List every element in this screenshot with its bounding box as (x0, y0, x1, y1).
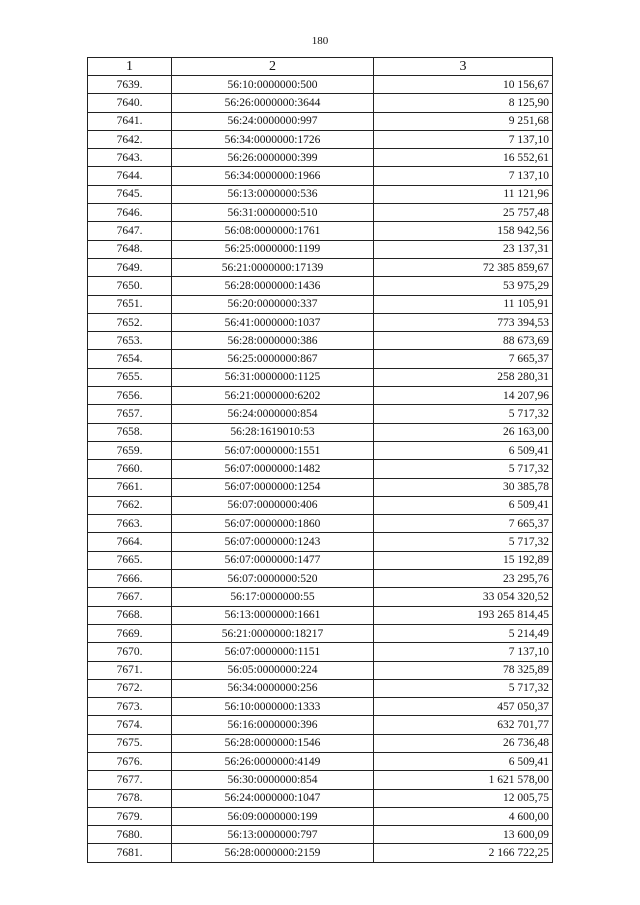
row-number: 7663. (88, 515, 172, 533)
cadastral-number: 56:17:0000000:55 (172, 588, 374, 606)
table-row (88, 588, 553, 606)
value-cell: 5 717,32 (374, 405, 553, 423)
row-number: 7675. (88, 734, 172, 752)
table-row (88, 295, 553, 313)
cadastral-number: 56:21:0000000:18217 (172, 624, 374, 642)
cadastral-number: 56:26:0000000:399 (172, 149, 374, 167)
cadastral-number: 56:07:0000000:1477 (172, 551, 374, 569)
table-row (88, 496, 553, 514)
value-cell: 7 137,10 (374, 643, 553, 661)
cadastral-number: 56:41:0000000:1037 (172, 313, 374, 331)
table-row (88, 698, 553, 716)
value-cell: 2 166 722,25 (374, 844, 553, 862)
row-number: 7679. (88, 807, 172, 825)
cadastral-number: 56:07:0000000:520 (172, 570, 374, 588)
value-cell: 7 665,37 (374, 515, 553, 533)
row-number: 7667. (88, 588, 172, 606)
cadastral-number: 56:20:0000000:337 (172, 295, 374, 313)
row-number: 7654. (88, 350, 172, 368)
row-number: 7662. (88, 496, 172, 514)
cadastral-number: 56:21:0000000:6202 (172, 387, 374, 405)
row-number: 7673. (88, 698, 172, 716)
row-number: 7648. (88, 240, 172, 258)
row-number: 7671. (88, 661, 172, 679)
cadastral-number: 56:07:0000000:1482 (172, 460, 374, 478)
table-row (88, 423, 553, 441)
table-row (88, 551, 553, 569)
value-cell: 26 736,48 (374, 734, 553, 752)
value-cell: 7 665,37 (374, 350, 553, 368)
table-row (88, 789, 553, 807)
table-row (88, 624, 553, 642)
cadastral-number: 56:26:0000000:3644 (172, 94, 374, 112)
table-row (88, 844, 553, 862)
table-row (88, 716, 553, 734)
value-cell: 258 280,31 (374, 368, 553, 386)
table-row (88, 313, 553, 331)
cadastral-number: 56:28:1619010:53 (172, 423, 374, 441)
row-number: 7668. (88, 606, 172, 624)
row-number: 7670. (88, 643, 172, 661)
cadastral-number: 56:31:0000000:510 (172, 204, 374, 222)
value-cell: 773 394,53 (374, 313, 553, 331)
cadastral-number: 56:25:0000000:1199 (172, 240, 374, 258)
cadastral-number: 56:07:0000000:1551 (172, 441, 374, 459)
header-row (88, 58, 553, 76)
table-row (88, 570, 553, 588)
cadastral-number: 56:10:0000000:1333 (172, 698, 374, 716)
cadastral-number: 56:34:0000000:1726 (172, 130, 374, 148)
cadastral-number: 56:34:0000000:256 (172, 679, 374, 697)
table-row (88, 387, 553, 405)
row-number: 7677. (88, 771, 172, 789)
table-row (88, 204, 553, 222)
cadastral-number: 56:13:0000000:1661 (172, 606, 374, 624)
row-number: 7644. (88, 167, 172, 185)
table-row (88, 130, 553, 148)
cadastral-number: 56:28:0000000:2159 (172, 844, 374, 862)
table-row (88, 112, 553, 130)
cadastral-number: 56:25:0000000:867 (172, 350, 374, 368)
value-cell: 5 717,32 (374, 460, 553, 478)
row-number: 7665. (88, 551, 172, 569)
value-cell: 632 701,77 (374, 716, 553, 734)
cadastral-number: 56:30:0000000:854 (172, 771, 374, 789)
value-cell: 5 717,32 (374, 679, 553, 697)
cadastral-number: 56:24:0000000:1047 (172, 789, 374, 807)
row-number: 7640. (88, 94, 172, 112)
row-number: 7657. (88, 405, 172, 423)
header-col-2: 2 (172, 58, 374, 76)
row-number: 7681. (88, 844, 172, 862)
table-row (88, 332, 553, 350)
cadastral-number: 56:07:0000000:406 (172, 496, 374, 514)
cadastral-number: 56:24:0000000:997 (172, 112, 374, 130)
row-number: 7674. (88, 716, 172, 734)
row-number: 7655. (88, 368, 172, 386)
value-cell: 158 942,56 (374, 222, 553, 240)
value-cell: 53 975,29 (374, 277, 553, 295)
table-row (88, 533, 553, 551)
row-number: 7641. (88, 112, 172, 130)
value-cell: 9 251,68 (374, 112, 553, 130)
value-cell: 16 552,61 (374, 149, 553, 167)
table-row (88, 661, 553, 679)
row-number: 7653. (88, 332, 172, 350)
row-number: 7664. (88, 533, 172, 551)
cadastral-number: 56:05:0000000:224 (172, 661, 374, 679)
row-number: 7659. (88, 441, 172, 459)
value-cell: 7 137,10 (374, 130, 553, 148)
cadastral-number: 56:07:0000000:1860 (172, 515, 374, 533)
value-cell: 23 295,76 (374, 570, 553, 588)
cadastral-number: 56:07:0000000:1254 (172, 478, 374, 496)
table-row (88, 405, 553, 423)
cadastral-number: 56:07:0000000:1151 (172, 643, 374, 661)
cadastral-number: 56:13:0000000:536 (172, 185, 374, 203)
value-cell: 1 621 578,00 (374, 771, 553, 789)
row-number: 7650. (88, 277, 172, 295)
row-number: 7642. (88, 130, 172, 148)
table-row (88, 515, 553, 533)
value-cell: 14 207,96 (374, 387, 553, 405)
value-cell: 72 385 859,67 (374, 258, 553, 276)
table-row (88, 771, 553, 789)
cadastral-number: 56:28:0000000:386 (172, 332, 374, 350)
row-number: 7661. (88, 478, 172, 496)
value-cell: 7 137,10 (374, 167, 553, 185)
cadastral-number: 56:26:0000000:4149 (172, 752, 374, 770)
table-row (88, 441, 553, 459)
header-col-1: 1 (88, 58, 172, 76)
row-number: 7680. (88, 826, 172, 844)
value-cell: 15 192,89 (374, 551, 553, 569)
row-number: 7645. (88, 185, 172, 203)
value-cell: 26 163,00 (374, 423, 553, 441)
table-row (88, 606, 553, 624)
table-row (88, 94, 553, 112)
cadastral-number: 56:28:0000000:1546 (172, 734, 374, 752)
row-number: 7647. (88, 222, 172, 240)
cadastral-number: 56:31:0000000:1125 (172, 368, 374, 386)
row-number: 7666. (88, 570, 172, 588)
cadastral-number: 56:21:0000000:17139 (172, 258, 374, 276)
row-number: 7643. (88, 149, 172, 167)
registry-table (87, 57, 553, 863)
table-row (88, 222, 553, 240)
table-header (88, 58, 553, 76)
row-number: 7658. (88, 423, 172, 441)
row-number: 7669. (88, 624, 172, 642)
table-row (88, 807, 553, 825)
cadastral-number: 56:16:0000000:396 (172, 716, 374, 734)
value-cell: 10 156,67 (374, 76, 553, 94)
row-number: 7652. (88, 313, 172, 331)
table-row (88, 826, 553, 844)
row-number: 7672. (88, 679, 172, 697)
table-body (88, 76, 553, 863)
value-cell: 13 600,09 (374, 826, 553, 844)
value-cell: 88 673,69 (374, 332, 553, 350)
value-cell: 78 325,89 (374, 661, 553, 679)
value-cell: 6 509,41 (374, 496, 553, 514)
value-cell: 457 050,37 (374, 698, 553, 716)
value-cell: 8 125,90 (374, 94, 553, 112)
table-row (88, 277, 553, 295)
table-row (88, 679, 553, 697)
table-row (88, 368, 553, 386)
value-cell: 33 054 320,52 (374, 588, 553, 606)
value-cell: 11 105,91 (374, 295, 553, 313)
cadastral-number: 56:28:0000000:1436 (172, 277, 374, 295)
value-cell: 23 137,31 (374, 240, 553, 258)
value-cell: 12 005,75 (374, 789, 553, 807)
cadastral-number: 56:13:0000000:797 (172, 826, 374, 844)
table-row (88, 258, 553, 276)
row-number: 7678. (88, 789, 172, 807)
table-row (88, 752, 553, 770)
page-number: 180 (311, 35, 329, 47)
cadastral-number: 56:24:0000000:854 (172, 405, 374, 423)
row-number: 7660. (88, 460, 172, 478)
cadastral-number: 56:10:0000000:500 (172, 76, 374, 94)
row-number: 7646. (88, 204, 172, 222)
table-row (88, 643, 553, 661)
row-number: 7649. (88, 258, 172, 276)
value-cell: 6 509,41 (374, 441, 553, 459)
row-number: 7639. (88, 76, 172, 94)
table-row (88, 734, 553, 752)
table-row (88, 478, 553, 496)
row-number: 7651. (88, 295, 172, 313)
cadastral-number: 56:08:0000000:1761 (172, 222, 374, 240)
table-row (88, 460, 553, 478)
cadastral-number: 56:34:0000000:1966 (172, 167, 374, 185)
table-row (88, 167, 553, 185)
cadastral-number: 56:07:0000000:1243 (172, 533, 374, 551)
header-col-3: 3 (374, 58, 553, 76)
table-row (88, 76, 553, 94)
cadastral-number: 56:09:0000000:199 (172, 807, 374, 825)
value-cell: 5 214,49 (374, 624, 553, 642)
value-cell: 6 509,41 (374, 752, 553, 770)
table-row (88, 240, 553, 258)
row-number: 7676. (88, 752, 172, 770)
table-row (88, 350, 553, 368)
value-cell: 4 600,00 (374, 807, 553, 825)
value-cell: 30 385,78 (374, 478, 553, 496)
row-number: 7656. (88, 387, 172, 405)
value-cell: 193 265 814,45 (374, 606, 553, 624)
table-row (88, 185, 553, 203)
table-row (88, 149, 553, 167)
value-cell: 5 717,32 (374, 533, 553, 551)
value-cell: 11 121,96 (374, 185, 553, 203)
value-cell: 25 757,48 (374, 204, 553, 222)
